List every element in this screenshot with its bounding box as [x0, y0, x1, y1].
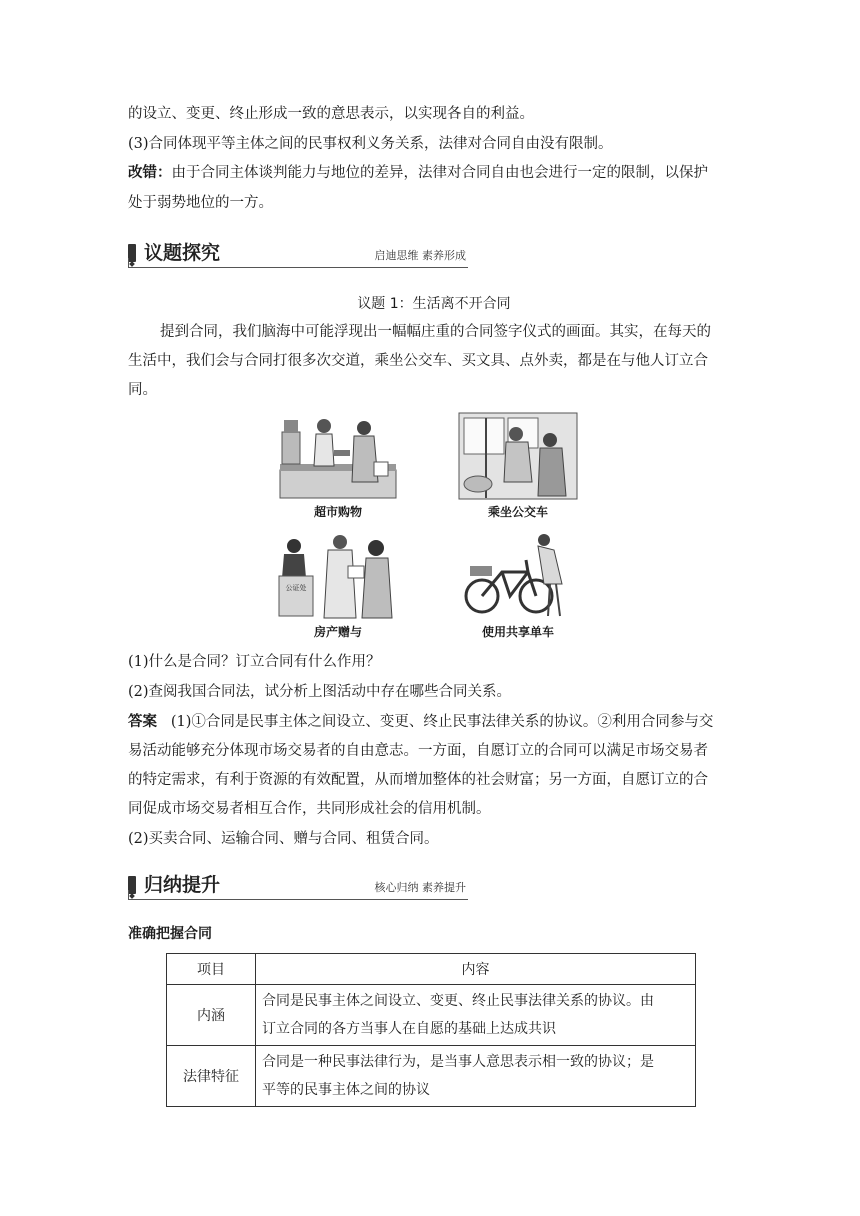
answer-line: (2)买卖合同、运输合同、赠与合同、租赁合同。 [128, 831, 439, 847]
answer-line: 答案 (1)①合同是民事主体之间设立、变更、终止民事法律关系的协议。②利用合同参与交 [128, 714, 714, 730]
table-header-cell: 内容 [256, 954, 696, 985]
answer-line: 的特定需求，有利于资源的有效配置，从而增加整体的社会财富；另一方面，自愿订立的合 [128, 772, 708, 788]
intro-line: 的设立、变更、终止形成一致的意思表示，以实现各自的利益。 [128, 106, 534, 122]
bus-illustration-icon [458, 412, 578, 500]
correction-line: 改错：由于合同主体谈判能力与地位的差异，法律对合同自由也会进行一定的限制，以保护 [128, 165, 708, 181]
notary-sign: 公证处 [285, 584, 307, 592]
figure-caption: 房产赠与 [313, 625, 362, 639]
shared-bike-illustration-icon [458, 532, 578, 620]
section-header-inquiry [128, 240, 468, 268]
table-header-row [167, 954, 696, 985]
topic-title: 议题 1：生活离不开合同 [357, 296, 511, 312]
table-row [167, 1046, 696, 1107]
answer-label: 答案 [128, 714, 157, 730]
table-cell: 合同是民事主体之间设立、变更、终止民事法律关系的协议。由 订立合同的各方当事人在自愿的基础上达成共识 [256, 985, 696, 1046]
topic-paragraph-line: 提到合同，我们脑海中可能浮现出一幅幅庄重的合同签字仪式的画面。其实，在每天的 [160, 324, 711, 340]
section-title: 归纳提升 [144, 874, 221, 896]
intro-line: 处于弱势地位的一方。 [128, 195, 273, 211]
figure-caption: 超市购物 [313, 505, 362, 519]
table-header-cell: 项目 [167, 954, 256, 985]
section-title: 议题探究 [144, 242, 221, 264]
correction-label: 改错： [128, 165, 172, 181]
section-marker-icon [128, 876, 136, 894]
table-cell: 合同是一种民事法律行为，是当事人意思表示相一致的协议；是 平等的民事主体之间的协议 [256, 1046, 696, 1107]
table-title: 准确把握合同 [128, 926, 212, 942]
figure-caption: 乘坐公交车 [487, 505, 548, 519]
section-marker-icon [128, 244, 136, 262]
question-line: (1)什么是合同？订立合同有什么作用？ [128, 654, 381, 670]
section-subtitle: 启迪思维 素养形成 [374, 249, 466, 262]
table-row-label: 内涵 [167, 985, 256, 1046]
table-row [167, 985, 696, 1046]
shopping-illustration-icon [278, 412, 398, 500]
property-gift-illustration-icon [278, 532, 398, 620]
topic-paragraph-line: 同。 [128, 382, 157, 398]
intro-line: (3)合同体现平等主体之间的民事权利义务关系，法律对合同自由没有限制。 [128, 136, 613, 152]
section-header-summary [128, 872, 468, 900]
answer-line: 同促成市场交易者相互合作，共同形成社会的信用机制。 [128, 801, 491, 817]
answer-line: 易活动能够充分体现市场交易者的自由意志。一方面，自愿订立的合同可以满足市场交易者 [128, 743, 708, 759]
section-subtitle: 核心归纳 素养提升 [374, 881, 466, 894]
topic-paragraph-line: 生活中，我们会与合同打很多次交道，乘坐公交车、买文具、点外卖，都是在与他人订立合 [128, 353, 708, 369]
question-line: (2)查阅我国合同法，试分析上图活动中存在哪些合同关系。 [128, 684, 512, 700]
contract-table [166, 953, 696, 1107]
table-row-label: 法律特征 [167, 1046, 256, 1107]
figure-caption: 使用共享单车 [481, 625, 554, 639]
